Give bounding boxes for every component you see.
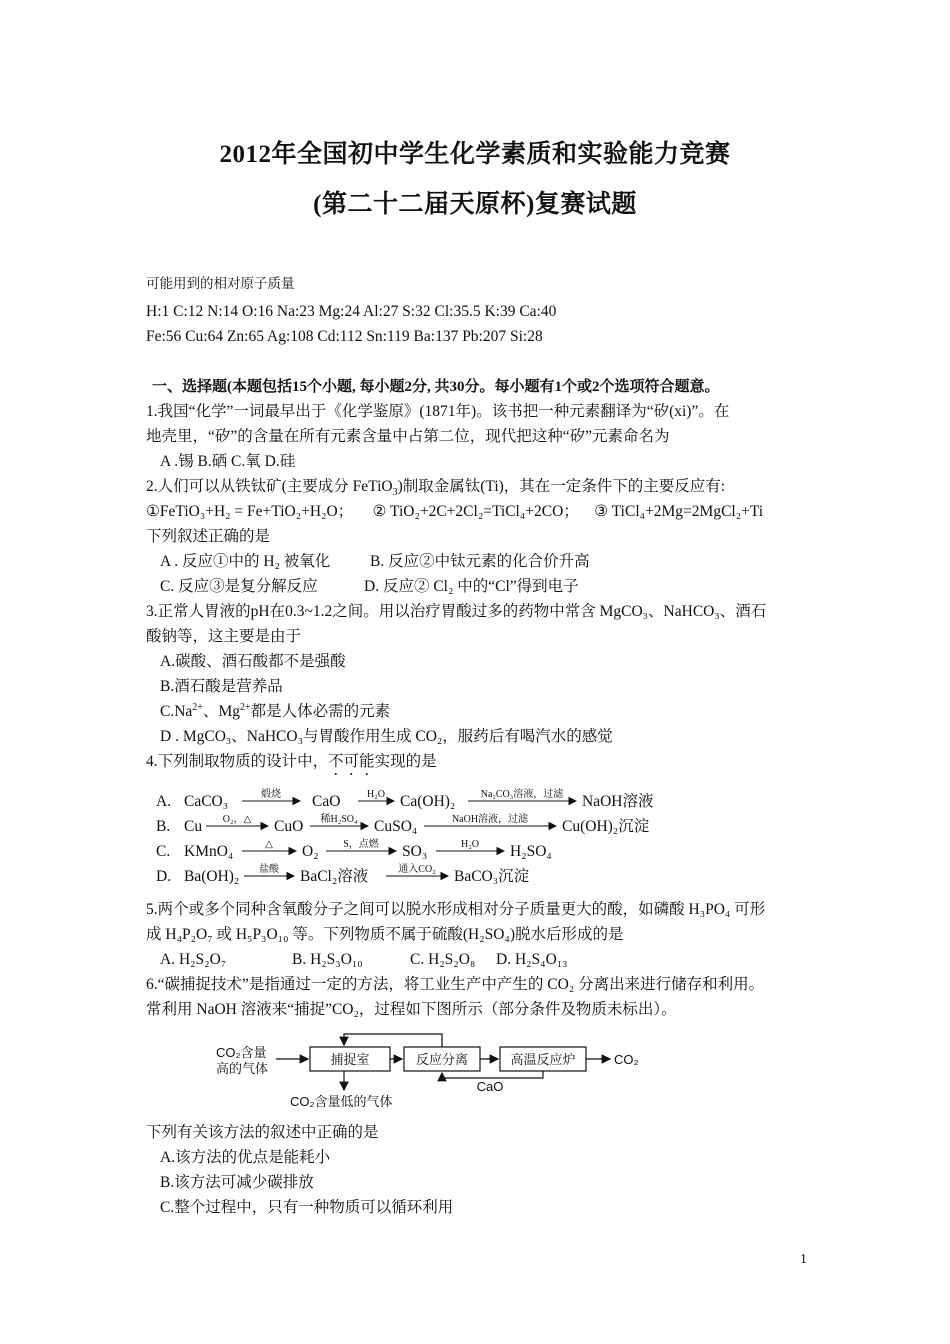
route-condition: 通入CO₂ [398,864,436,875]
route-letter: A. [156,793,172,810]
q3-option-d: D . MgCO₃、NaHCO₃与胃酸作用生成 CO₂，服药后有喝汽水的感觉 [160,728,613,745]
route-letter: D. [156,868,172,885]
output-co2-label: CO₂ [614,1052,639,1067]
route-species: O₂ [302,843,319,860]
route-species: KMnO₄ [184,843,234,860]
route-letter: B. [156,818,171,835]
q1-options: A .锡 B.硒 C.氧 D.硅 [160,453,296,470]
route-condition: 煅烧 [261,789,281,800]
q1-line-1: 1.我国“化学”一词最早出于《化学鉴原》(1871年)。该书把一种元素翻译为“矽(xi)”。在 [146,403,730,420]
furnace-label: 高温反应炉 [510,1052,576,1067]
atomic-mass-line-1: H:1 C:12 N:14 O:16 Na:23 Mg:24 Al:27 S:32 Cl:35.5 K:39 Ca:40 [146,303,557,320]
q2-prompt: 下列叙述正确的是 [146,528,271,545]
q3-option-c: $C.Na^{2+}$、$Mg^{2+}$都是人体必需的元素 [160,701,391,720]
page-title: 2012年全国初中学生化学素质和实验能力竞赛 [219,141,731,168]
route-species: NaOH溶液 [582,793,654,810]
q5-line-1: 5.两个或多个同种含氧酸分子之间可以脱水形成相对分子质量更大的酸，如磷酸 H₃PO₄ 可形 [146,901,766,918]
route-condition: NaOH溶液，过滤 [451,814,529,825]
q2-option-c: C. 反应③是复分解反应 [160,578,318,595]
q3-line-1: 3.正常人胃液的pH在0.3~1.2之间。用以治疗胃酸过多的药物中常含 MgCO₃、NaHCO₃、酒石 [146,603,767,620]
page-subtitle: (第二十二届天原杯)复赛试题 [313,191,637,218]
carbon-capture-flow-diagram [210,1028,670,1112]
capture-chamber-label: 捕捉室 [330,1052,370,1067]
route-condition: O₂，△ [222,814,252,825]
q2-option-d: D. 反应② Cl₂ 中的“Cl”得到电子 [364,578,579,595]
q6-option-c: C.整个过程中，只有一种物质可以循环利用 [160,1199,454,1216]
exhaust-label: CO₂含量低的气体 [290,1094,393,1109]
diagram-input-label-1: CO₂含量 [216,1045,267,1060]
q5-option-d: D. H₂S₄O₁₃ [496,951,568,968]
route-condition: H₂O [461,839,479,850]
q5-option-c: C. H₂S₂O₈ [410,951,476,968]
route-species: Ca(OH)₂ [400,793,456,810]
q3-option-a: A.碳酸、酒石酸都不是强酸 [160,653,346,670]
q6-prompt: 下列有关该方法的叙述中正确的是 [146,1124,379,1141]
q2-option-b: B. 反应②中钛元素的化合价升高 [370,553,590,570]
q3-option-b: B.酒石酸是营养品 [160,678,283,695]
route-letter: C. [156,843,171,860]
route-species: Cu(OH)₂沉淀 [562,818,650,835]
diagram-input-label-2: 高的气体 [216,1061,269,1076]
q6-option-b: B.该方法可减少碳排放 [160,1174,314,1191]
route-condition: 稀H₂SO₄ [320,814,358,825]
atomic-mass-label: 可能用到的相对原子质量 [146,276,295,291]
route-condition: 盐酸 [259,864,279,875]
q4-emphasis: 不可能 [328,753,375,770]
section-heading: 一、选择题(本题包括15个小题, 每小题2分, 共30分。每小题有1个或2个选项符合题意。 [152,379,720,395]
route-species: CuO [274,818,304,835]
route-species: H₂SO₄ [510,843,552,860]
q2-equation-1: ①FeTiO₃+H₂ = Fe+TiO₂+H₂O； [146,503,354,520]
route-condition: Na₂CO₃溶液，过滤 [480,789,564,800]
route-species: CaO [312,793,341,810]
atomic-mass-line-2: Fe:56 Cu:64 Zn:65 Ag:108 Cd:112 Sn:119 Ba:137 Pb:207 Si:28 [146,328,543,345]
q6-line-1: 6.“碳捕捉技术”是指通过一定的方法，将工业生产中产生的 CO₂ 分离出来进行储存和利用。 [146,976,765,993]
q6-line-2: 常利用 NaOH 溶液来“捕捉”CO₂，过程如下图所示（部分条件及物质未标出）。 [146,1001,677,1018]
q5-option-b: B. H₂S₃O₁₀ [292,951,363,968]
q2-equation-2: ② TiO₂+2C+2Cl₂=TiCl₄+2CO； [372,503,579,520]
route-species: Cu [184,818,203,835]
recycle-cao-label: CaO [476,1079,504,1094]
q4-stem: 4.下列制取物质的设计中，不可能实现的是 [146,753,437,770]
route-condition: S，点燃 [343,839,379,850]
route-species: BaCl₂溶液 [300,868,369,885]
q2-equations [146,502,763,522]
route-species: CuSO₄ [374,818,418,835]
route-species: BaCO₃沉淀 [454,868,530,885]
q1-line-2: 地壳里，“矽”的含量在所有元素含量中占第二位，现代把这种“矽”元素命名为 [146,428,670,445]
q3-line-2: 酸钠等，这主要是由于 [146,628,302,645]
route-species: SO₃ [402,843,428,860]
q2-equation-3: ③ TiCl₄+2Mg=2MgCl₂+Ti [594,503,764,520]
route-condition: H₂O [367,789,385,800]
reaction-separation-label: 反应分离 [415,1052,469,1067]
q4-route-diagram [150,782,710,894]
route-species: CaCO₃ [184,793,229,810]
q5-line-2: 成 H₄P₂O₇ 或 H₅P₃O₁₀ 等。下列物质不属于硫酸(H₂SO₄)脱水后形成的是 [146,926,624,943]
q2-option-a: A . 反应①中的 H₂ 被氧化 [160,553,331,570]
q6-option-a: A.该方法的优点是能耗小 [160,1149,331,1166]
route-species: Ba(OH)₂ [184,868,240,885]
route-condition: △ [265,839,273,850]
q2-stem: 2.人们可以从铁钛矿(主要成分 FeTiO$_3$)制取金属钛(Ti)，其在一定条件下的主要反应有: [146,478,726,499]
q5-option-a: A. H₂S₂O₇ [160,951,227,968]
page-number: 1 [800,1252,807,1267]
